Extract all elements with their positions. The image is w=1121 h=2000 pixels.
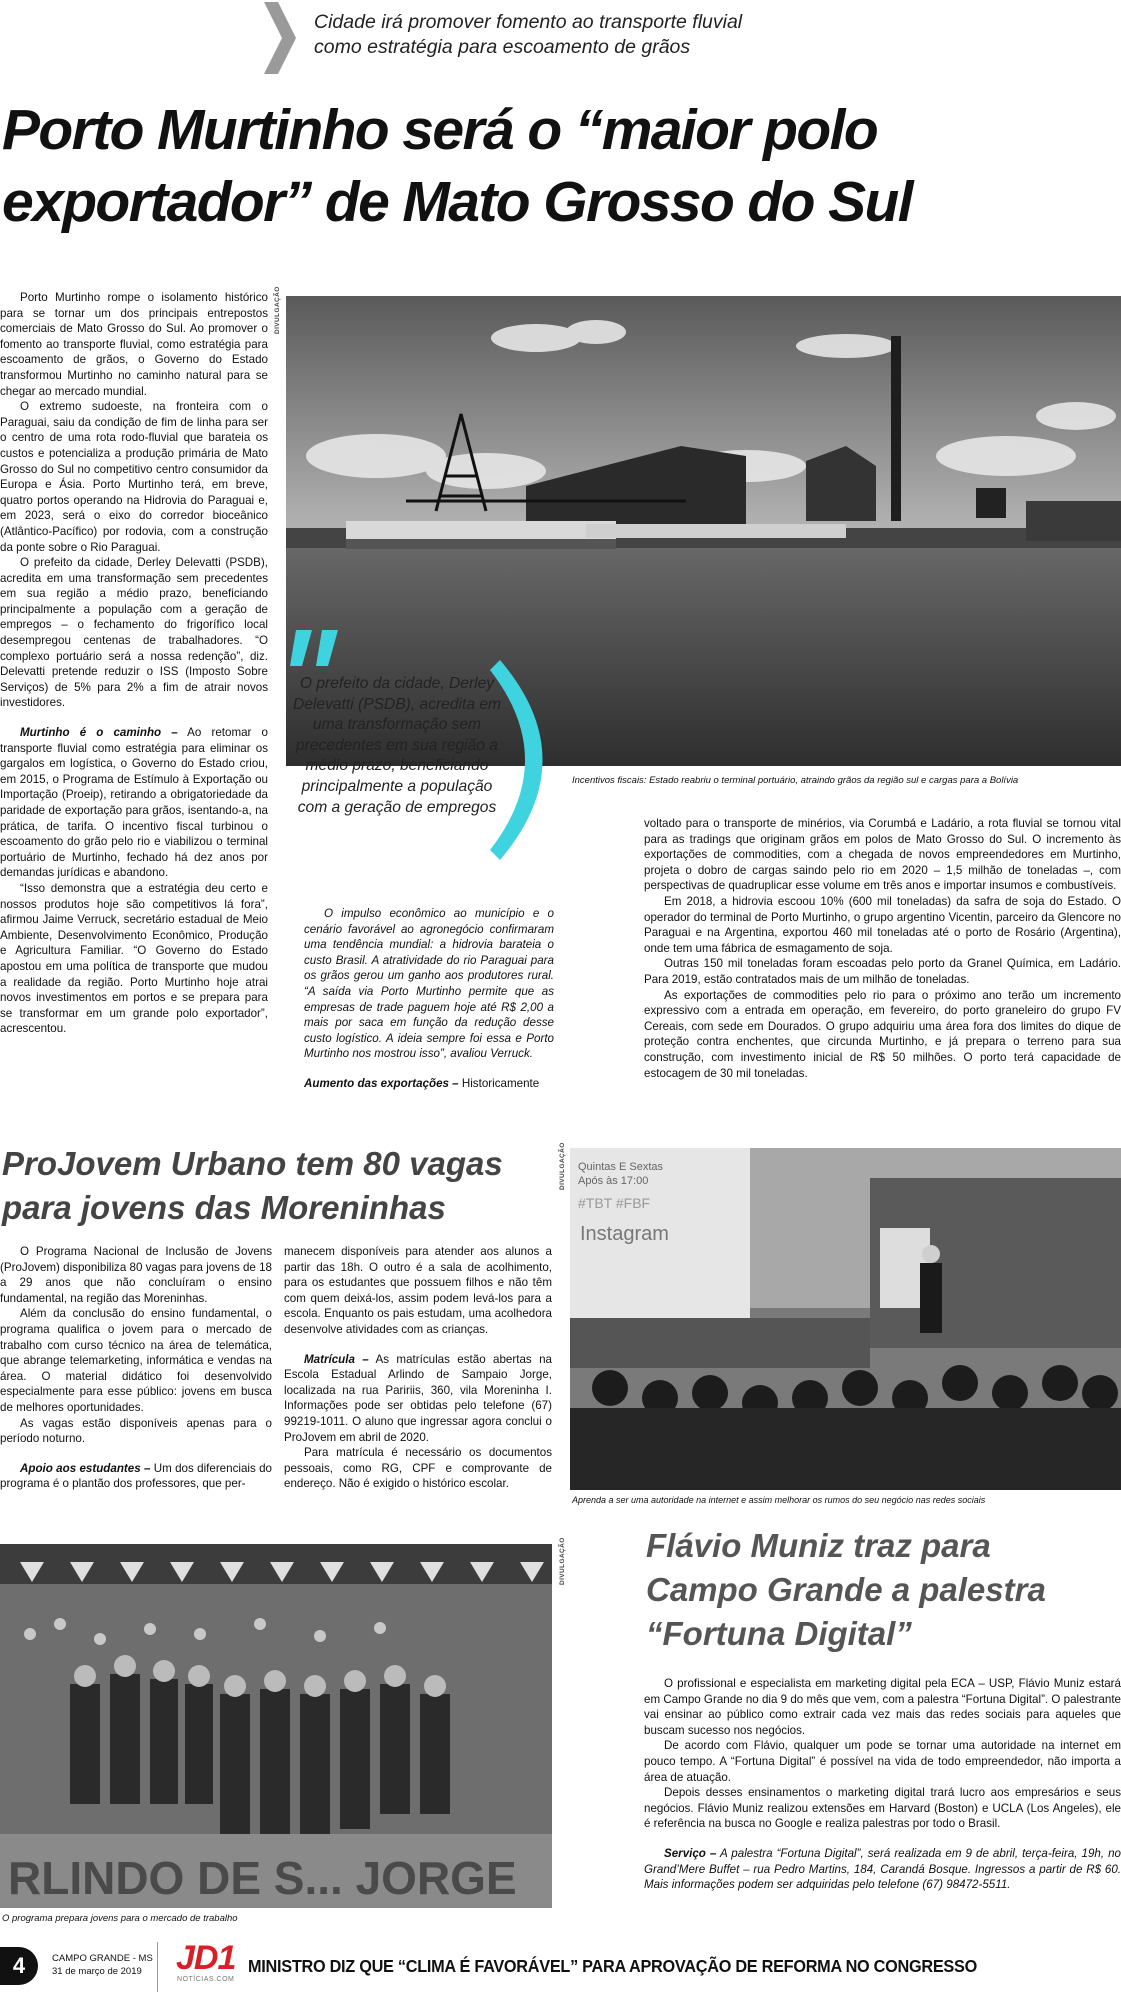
paragraph: O extremo sudoeste, na fronteira com o Paraguai, saiu da condição de fim de linha para ser o centro de uma rota rodo-fluvial que barateia os custos e potencializa a produção primária de Mato Grosso do Sul no competitivo centro consumidor da Europa e Ásia. Porto Murtinho terá, em breve, quatro portos operando na Hidrovia do Paraguai e, em 2023, será o eixo do corredor bioceânico (Atlântico-Pacífico) por rodovia, com a construção da ponte sobre o Rio Paraguai. <box>0 400 268 554</box>
footer-location <box>52 1952 153 1978</box>
paragraph-subhead <box>284 1352 552 1446</box>
paragraph: As vagas estão disponíveis apenas para o período noturno. <box>0 1416 272 1446</box>
flavio-photo-caption: Aprenda a ser uma autoridade na internet e assim melhorar os rumos do seu negócio nas redes sociais <box>572 1495 986 1505</box>
paragraph-text: A palestra “Fortuna Digital”, será realizada em 9 de abril, terça-feira, 19h, no Grand’Mere Buffet – rua Pedro Martins, 184, Carandá Bosque. Ingressos a partir de R$ 60. Mais informações podem ser adquiridas pelo telefone (67) 98472-5511. <box>644 1846 1121 1892</box>
logo-main: JD1 <box>176 1939 236 1977</box>
photo-credit: DIVULGAÇÃO <box>559 1537 566 1585</box>
subhead: Murtinho é o caminho – <box>20 726 178 740</box>
paragraph-subhead <box>0 725 268 881</box>
projovem-column-2 <box>284 1244 552 1492</box>
kicker-arrow-icon <box>264 2 296 74</box>
paragraph: O Programa Nacional de Inclusão de Jovens (ProJovem) disponibiliza 80 vagas para jovens de 18 a 29 anos que não concluíram o ensino fundamental, na região das Moreninhas. <box>0 1245 272 1305</box>
paragraph: “Isso demonstra que a estratégia deu certo e nossos produtos hoje são competitivos lá fora”, afirmou Jaime Verruck, secretário estadual de Meio Ambiente, Desenvolvimento Econômico, Produção e Agricultura Familiar. “O Governo do Estado apostou em uma política de transporte que mudou a realidade da região. Porto Murtinho hoje atrai novos investimentos em portos e se prepara para se transformar em um grande polo exportador”, acrescentou. <box>0 881 268 1036</box>
projovem-headline-line-2: para jovens das Moreninhas <box>2 1189 446 1226</box>
footer-city: CAMPO GRANDE - MS <box>52 1953 153 1964</box>
screen-brand: Instagram <box>580 1223 669 1245</box>
paragraph-text: Um dos diferenciais do programa é o plantão dos professores, que per- <box>0 1461 272 1491</box>
main-photo-caption: Incentivos fiscais: Estado reabriu o terminal portuário, atraindo grãos da região sul e cargas para a Bolívia <box>572 775 1019 786</box>
kicker-line-2: como estratégia para escoamento de grãos <box>314 36 691 58</box>
photo-credit: DIVULGAÇÃO <box>274 286 281 334</box>
pullquote: O prefeito da cidade, Derley Delevatti (PSDB), acredita em uma transformação sem precedentes em sua região a médio prazo, beneficiando principalmente a população com a geração de empregos <box>293 675 501 816</box>
screen-tags: #TBT #FBF <box>578 1195 651 1211</box>
flavio-photo <box>570 1148 1121 1490</box>
paragraph: Porto Murtinho rompe o isolamento histórico para se tornar um dos principais entrepostos comerciais de Mato Grosso do Sul. Ao promover o fomento ao transporte fluvial, como estratégia para escoamento de grãos, o Governo do Estado transformou Murtinho no caminho natural para se chegar ao mercado mundial. <box>0 291 268 398</box>
paragraph: Em 2018, a hidrovia escoou 10% (600 mil toneladas) da safra de soja do Estado. O operador do terminal de Porto Murtinho, o grupo argentino Vicentin, parceiro da Glencore no Paraguai e na Argentina, exportou 460 mil toneladas até o porto de Rosário (Argentina), onde tem uma fábrica de esmagamento de soja. <box>644 894 1121 955</box>
subhead: Apoio aos estudantes – <box>20 1461 151 1475</box>
kicker <box>314 10 742 60</box>
footer-date: 31 de março de 2019 <box>52 1966 142 1977</box>
flavio-headline-line-3: “Fortuna Digital” <box>646 1615 912 1652</box>
paragraph: Outras 150 mil toneladas foram escoadas pelo porto da Granel Química, em Ladário. Para 2019, estão contratados mais de um milhão de toneladas. <box>644 957 1121 986</box>
subhead: Aumento das exportações – <box>304 1076 459 1090</box>
main-headline-line-2: exportador” de Mato Grosso do Sul <box>2 170 912 234</box>
subhead: Matrícula – <box>304 1352 369 1366</box>
screen-line-2: Após às 17:00 <box>578 1175 649 1187</box>
paragraph: Depois desses ensinamentos o marketing digital trará lucro aos empresários e seus negócios. Flávio Muniz realizou extensões em Harvard (Boston) e UCLA (Los Angeles), ele é referência na busca no Google e realiza palestras por todo o Brasil. <box>644 1786 1121 1831</box>
paragraph: Para matrícula é necessário os documentos pessoais, como RG, CPF e comprovante de endereço. Não é exigido o histórico escolar. <box>284 1446 552 1491</box>
projovem-column-1 <box>0 1244 272 1492</box>
banner-text: RLINDO DE S... JORGE <box>8 1852 517 1904</box>
main-headline-line-1: Porto Murtinho será o “maior polo <box>2 98 878 162</box>
paragraph: O prefeito da cidade, Derley Delevatti (PSDB), acredita em uma transformação sem precedentes em sua região a médio prazo, beneficiando principalmente a população com a geração de empregos – o fechamento do frigorífico local desempregou centenas de trabalhadores. “O complexo portuário será a nossa redenção”, diz. Delevatti pretende reduzir o ISS (Imposto Sobre Serviços) de 5% para 2% a fim de atrair novos investidores. <box>0 556 268 710</box>
main-column-1 <box>0 290 268 1037</box>
photo-credit: DIVULGAÇÃO <box>559 1142 566 1190</box>
paragraph: voltado para o transporte de minérios, via Corumbá e Ladário, a rota fluvial se tornou vital para as tradings que originam grãos em polos de Mato Grosso do Sul. O incremento às exportações de commodities, com a chegada de novos empreendedores em Murtinho, projeta o dobro de cargas saindo pelo rio em 2020 – 1,5 milhão de toneladas –, com perspectivas de quadruplicar esse volume em três anos e importar insumos e combustíveis. <box>644 817 1121 893</box>
paragraph: O impulso econômico ao município e o cenário favorável ao agronegócio confirmaram uma tendência mundial: a hidrovia barateia o custo Brasil. A atratividade do rio Paraguai para os grãos gerou um ganho aos produtores rural. “A saída via Porto Murtinho permite que as empresas de trade paguem hoje até R$ 2,00 a mais por saca em função da redução desse custo logístico. A ideia sempre foi essa e Porto Murtinho nos mostrou isso”, avaliou Verruck. <box>304 907 554 1061</box>
paragraph-subhead <box>644 1846 1121 1893</box>
paragraph-text: Historicamente <box>458 1076 540 1090</box>
kicker-line-1: Cidade irá promover fomento ao transporte fluvial <box>314 11 743 33</box>
projovem-headline-line-1: ProJovem Urbano tem 80 vagas <box>2 1145 503 1182</box>
main-column-3 <box>644 816 1121 1081</box>
projovem-photo <box>0 1544 552 1908</box>
footer-teaser: MINISTRO DIZ QUE “CLIMA É FAVORÁVEL” PARA APROVAÇÃO DE REFORMA NO CONGRESSO <box>248 1956 977 1976</box>
flavio-body <box>644 1676 1121 1893</box>
flavio-headline-line-1: Flávio Muniz traz para <box>646 1527 991 1564</box>
footer-divider <box>157 1942 158 1992</box>
main-column-2 <box>304 906 554 1092</box>
projovem-headline <box>2 1142 503 1230</box>
paragraph: O profissional e especialista em marketing digital pela ECA – USP, Flávio Muniz estará em Campo Grande no dia 9 do mês que vem, com a palestra “Fortuna Digital”. O palestrante vai ensinar ao público como extrair cada vez mais das redes sociais para aqueles que buscam sucesso nos negócios. <box>644 1677 1121 1737</box>
page-number: 4 <box>0 1947 38 1985</box>
paragraph-text: As matrículas estão abertas na Escola Estadual Arlindo de Sampaio Jorge, localizada na rua Paririis, 360, vila Moreninha I. Informações pode ser obtidas pelo telefone (67) 99219-1011. O aluno que ingressar agora conclui o ProJovem em abril de 2020. <box>284 1352 552 1444</box>
paragraph: De acordo com Flávio, qualquer um pode se tornar uma autoridade na internet em pouco tempo. A “Fortuna Digital” é possível na vida de todo empreendedor, não importa a área de atuação. <box>644 1739 1121 1784</box>
paragraph-text: Ao retomar o transporte fluvial como estratégia para eliminar os gargalos em logística, o Governo do Estado criou, em 2015, o Programa de Estímulo à Exportação ou Importação (Proeip), retirando a obrigatoriedade da paridade de exportação para grãos, isentando-a, na prática, de tarifa. O incentivo fiscal turbinou o escoamento do grão pelo rio e viabilizou o terminal portuário de Murtinho, fechado há dez anos por demandas jurídicas e abandono. <box>0 726 268 880</box>
paragraph-subhead <box>0 1461 272 1492</box>
projovem-photo-caption: O programa prepara jovens para o mercado de trabalho <box>2 1913 238 1924</box>
logo-sub: NOTÍCIAS.COM <box>177 1976 235 1983</box>
paragraph: manecem disponíveis para atender aos alunos a partir das 18h. O outro é a sala de acolhimento, para os estudantes que possuem filhos e não têm com quem deixá-los, assim podem levá-los para a escola. Enquanto os pais estudam, uma acolhedora desenvolve atividades com as crianças. <box>284 1245 552 1336</box>
flavio-headline <box>646 1524 1046 1656</box>
jd1-logo <box>176 1940 235 1983</box>
paragraph: Além da conclusão do ensino fundamental, o programa qualifica o jovem para o mercado de trabalho com curso técnico na área de telemática, que abrange telemarketing, informática e vendas na área. O material didático foi desenvolvido especialmente para esse público: jovens em busca de melhores oportunidades. <box>0 1307 272 1414</box>
screen-line-1: Quintas E Sextas <box>578 1161 663 1173</box>
paragraph-subhead <box>304 1076 554 1092</box>
paragraph: As exportações de commodities pelo rio para o próximo ano terão um incremento expressivo com a entrada em operação, em fevereiro, do porto graneleiro do grupo FV Cereais, com sede em Dourados. O grupo adquiriu uma área fora dos limites do dique de proteção contra enchentes, que circunda Murtinho, e já prepara o terreno para sua construção, com investimento inicial de R$ 50 milhões. O porto terá capacidade de estocagem de 30 mil toneladas. <box>644 988 1121 1080</box>
flavio-headline-line-2: Campo Grande a palestra <box>646 1571 1046 1608</box>
subhead: Serviço – <box>664 1846 717 1860</box>
main-headline <box>2 94 912 238</box>
